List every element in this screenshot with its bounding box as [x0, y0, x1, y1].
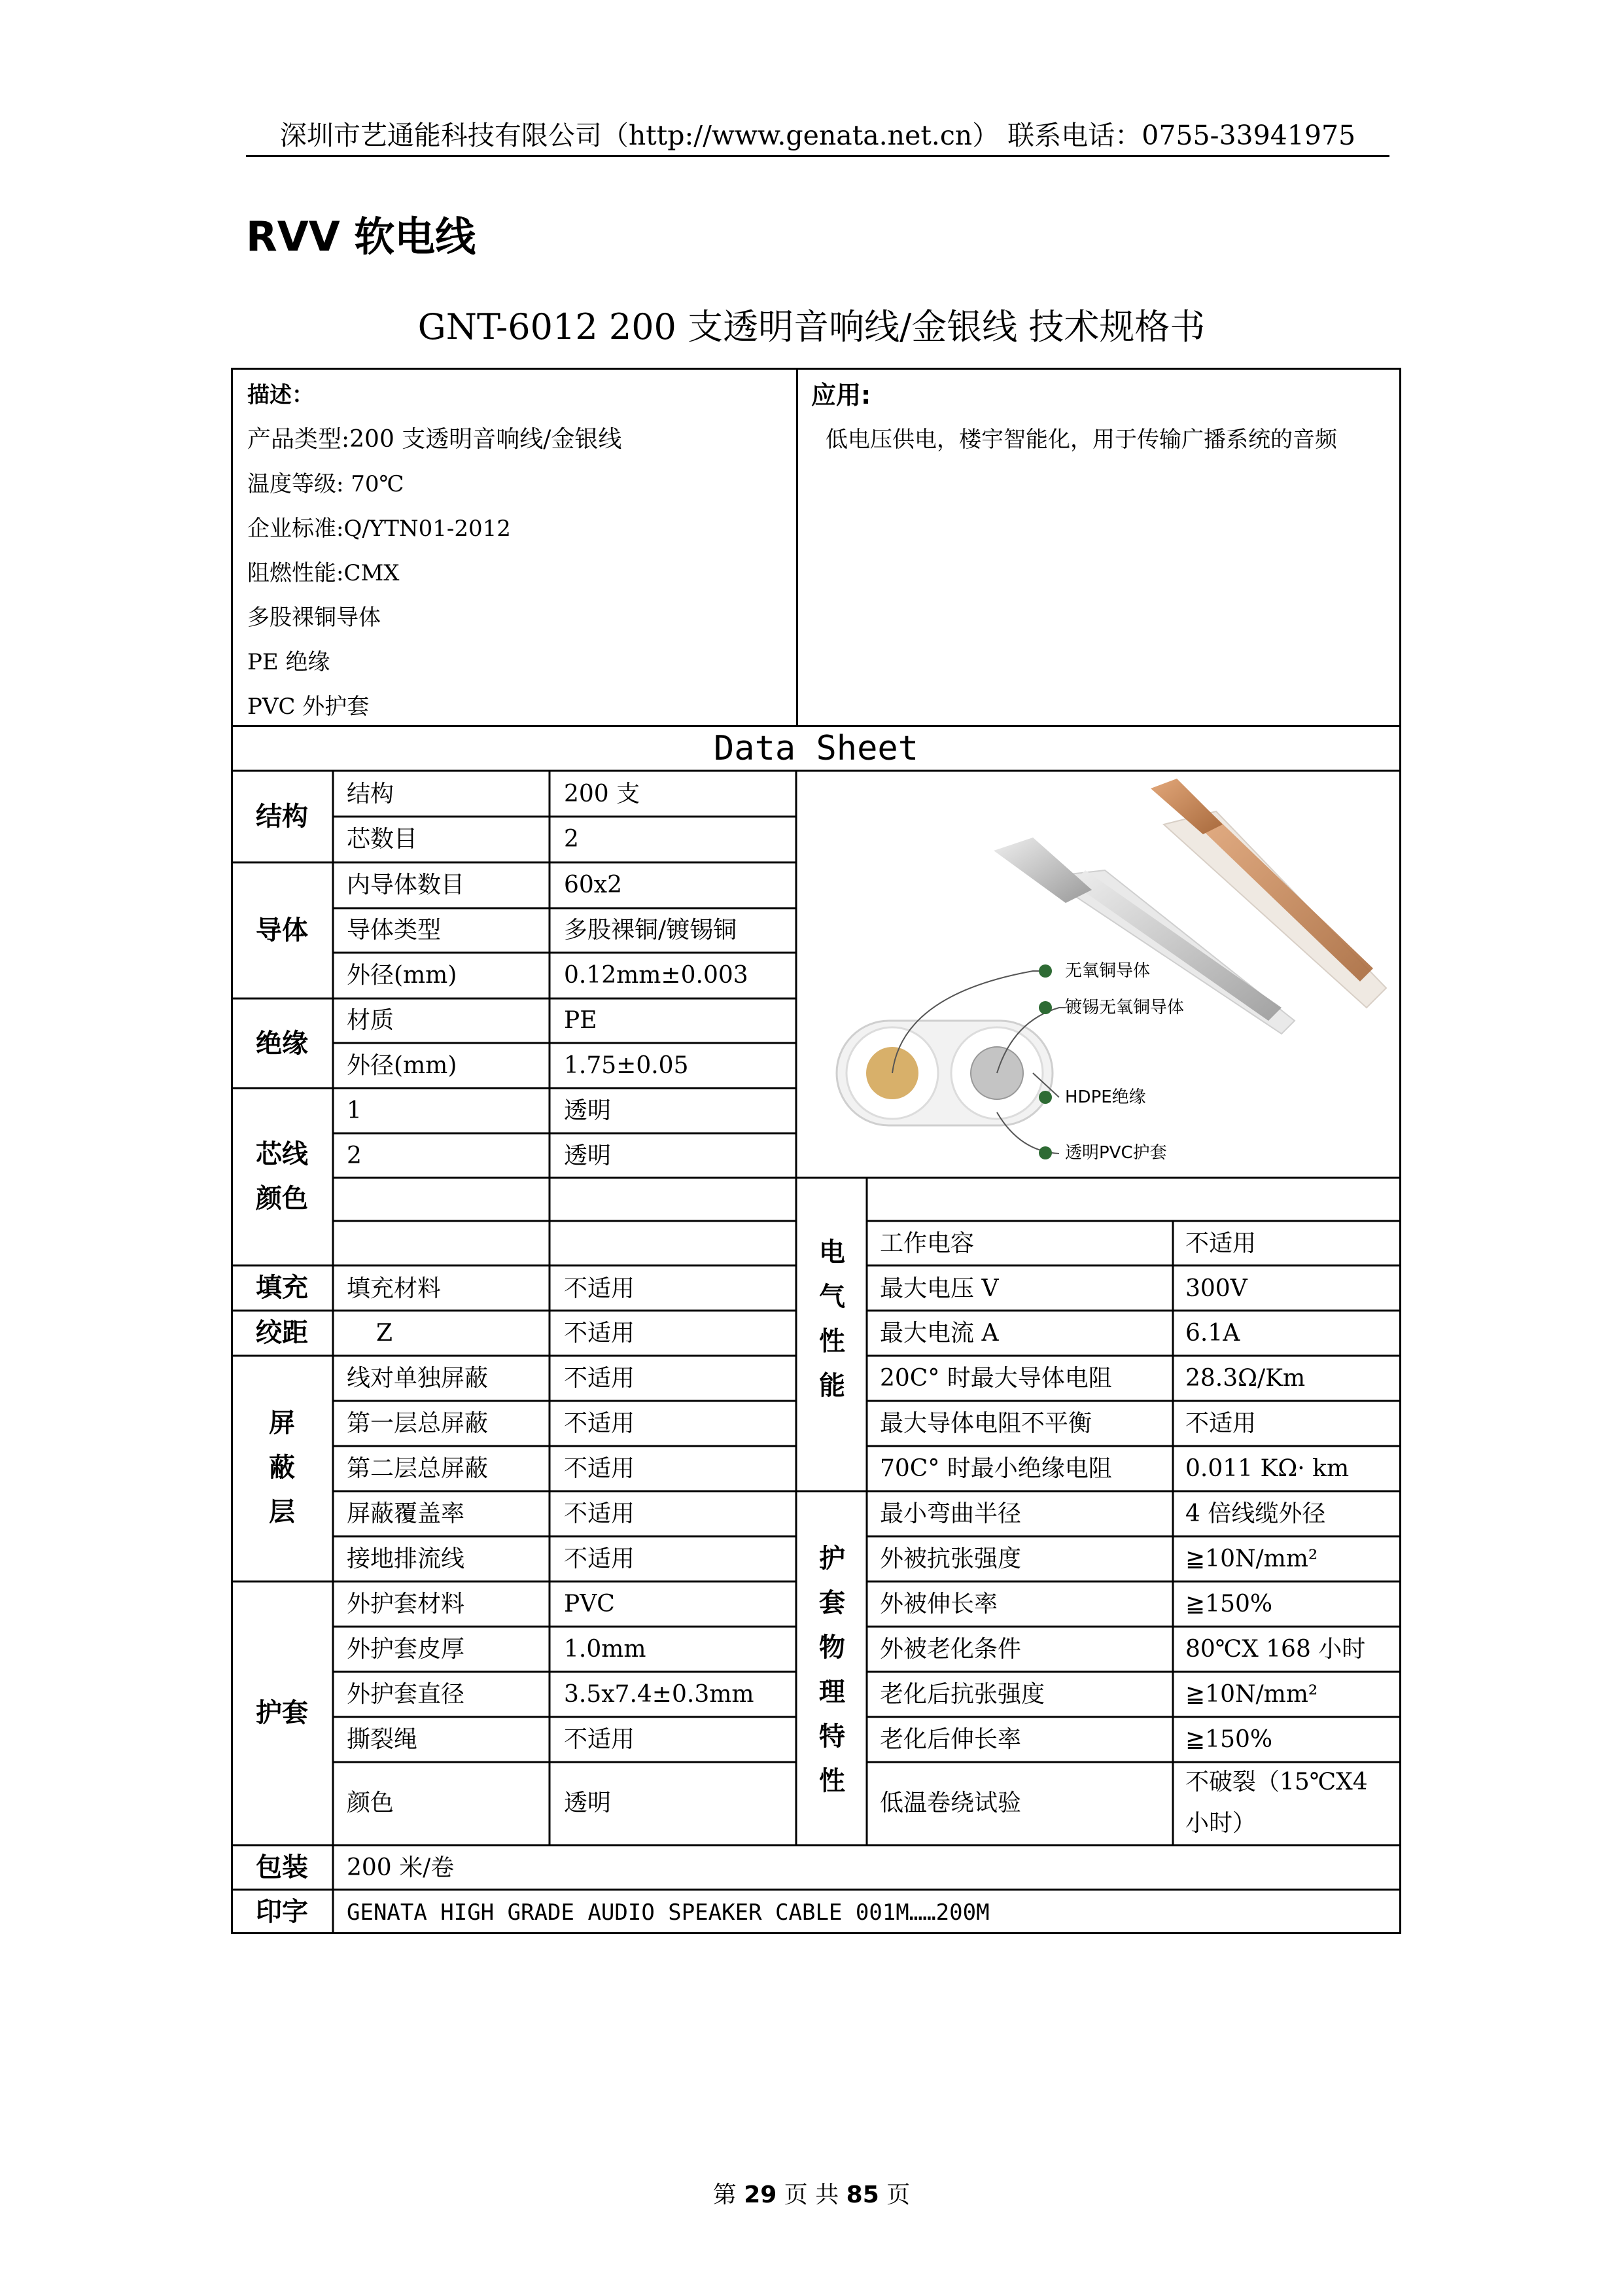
group-physical-line-4: 理: [819, 1677, 845, 1707]
group-electrical: [797, 1230, 867, 1408]
group-shield-line-1: 屏: [269, 1408, 295, 1438]
row-value: 透明: [564, 1097, 612, 1124]
row-label: 第二层总屏蔽: [347, 1455, 489, 1482]
phys-label: 老化后抗张强度: [880, 1681, 1045, 1708]
group-conductor: 导体: [256, 915, 308, 945]
elec-value: 0.011 KΩ· km: [1185, 1455, 1350, 1482]
elec-value: 28.3Ω/Km: [1185, 1365, 1306, 1392]
legend-copper-conductor: 无氧铜导体: [1065, 961, 1151, 981]
group-print: 印字: [256, 1897, 308, 1927]
row-label: 第一层总屏蔽: [347, 1410, 489, 1437]
group-electrical-line-4: 能: [819, 1371, 845, 1401]
row-value: 不适用: [564, 1726, 635, 1753]
print-value: GENATA HIGH GRADE AUDIO SPEAKER CABLE 001M……200M: [347, 1899, 990, 1926]
elec-label: 最大电压 V: [880, 1275, 999, 1302]
footer-total-pages: 85: [846, 2181, 879, 2208]
elec-label: 最大电流 A: [880, 1320, 999, 1347]
row-value: 不适用: [564, 1500, 635, 1527]
legend-dot-1: [1039, 964, 1052, 978]
elec-label: 最大导体电阻不平衡: [880, 1410, 1092, 1437]
legend-tinned-conductor: 镀锡无氧铜导体: [1065, 998, 1185, 1017]
row-label: 线对单独屏蔽: [347, 1365, 489, 1392]
row-value: 不适用: [564, 1545, 635, 1572]
legend-hdpe-insulation: HDPE绝缘: [1065, 1087, 1146, 1107]
row-label: 外护套材料: [347, 1591, 465, 1617]
row-label: 撕裂绳: [347, 1726, 418, 1753]
group-physical-line-2: 套: [819, 1588, 845, 1618]
row-value: 3.5x7.4±0.3mm: [564, 1681, 754, 1708]
elec-value: 6.1A: [1185, 1320, 1240, 1347]
legend-pvc-jacket: 透明PVC护套: [1065, 1143, 1167, 1163]
phys-label: 外被抗张强度: [880, 1545, 1022, 1572]
package-value: 200 米/卷: [347, 1854, 455, 1881]
row-label: 材质: [347, 1007, 394, 1034]
description-line-6: PE 绝缘: [247, 649, 330, 675]
cross-section: [837, 1021, 1053, 1125]
group-physical-line-3: 物: [819, 1633, 845, 1663]
application-text: 低电压供电，楼宇智能化，用于传输广播系统的音频: [826, 427, 1337, 453]
phys-value: ≧150%: [1185, 1726, 1273, 1753]
group-filler: 填充: [256, 1273, 308, 1303]
row-label: 颜色: [347, 1790, 394, 1816]
row-label: 外径(mm): [347, 1052, 457, 1079]
phys-value: ≧10N/mm²: [1185, 1545, 1318, 1572]
elec-value: 不适用: [1185, 1410, 1257, 1437]
legend-dot-3: [1039, 1091, 1052, 1104]
row-value: PE: [564, 1007, 597, 1034]
page-footer: [0, 2179, 1623, 2212]
elec-value: 不适用: [1185, 1230, 1257, 1257]
row-value: 不适用: [564, 1275, 635, 1302]
row-label: 接地排流线: [347, 1545, 465, 1572]
phys-value: 80℃X 168 小时: [1185, 1636, 1366, 1663]
phys-label: 外被伸长率: [880, 1591, 998, 1617]
row-value: 60x2: [564, 872, 623, 898]
row-value: 透明: [564, 1142, 612, 1169]
row-label: 外径(mm): [347, 962, 457, 989]
description-line-5: 多股裸铜导体: [247, 605, 381, 631]
phys-label: 低温卷绕试验: [880, 1790, 1022, 1816]
row-value: 0.12mm±0.003: [564, 962, 748, 989]
description-line-4: 阻燃性能:CMX: [247, 560, 400, 586]
row-value: 透明: [564, 1790, 612, 1816]
group-shield-line-3: 层: [269, 1497, 295, 1527]
row-label: 导体类型: [347, 917, 442, 944]
row-label: 外护套直径: [347, 1681, 465, 1708]
group-shield: [231, 1401, 333, 1534]
elec-label: 工作电容: [880, 1230, 975, 1257]
application-heading: 应用:: [811, 381, 871, 410]
footer-middle: 页 共: [784, 2181, 839, 2208]
row-label: 外护套皮厚: [347, 1636, 465, 1663]
row-label: 内导体数目: [347, 872, 465, 898]
elec-label: 70C° 时最小绝缘电阻: [880, 1455, 1112, 1482]
phys-label: 外被老化条件: [880, 1636, 1022, 1663]
group-electrical-line-2: 气: [819, 1282, 845, 1312]
row-label: 2: [347, 1142, 362, 1169]
group-physical-line-1: 护: [819, 1544, 845, 1574]
group-core-color-line-1: 芯线: [256, 1139, 308, 1169]
description-line-3: 企业标准:Q/YTN01-2012: [247, 516, 511, 542]
footer-prefix: 第: [712, 2181, 737, 2208]
group-physical-line-5: 特: [819, 1722, 845, 1752]
group-physical: [797, 1536, 867, 1803]
row-label: Z: [376, 1320, 393, 1347]
row-value: 2: [564, 826, 579, 853]
legend-dot-2: [1039, 1001, 1052, 1014]
row-label: 填充材料: [347, 1275, 442, 1302]
header-text: 深圳市艺通能科技有限公司（http://www.genata.net.cn） 联系电话：0755-33941975: [279, 120, 1356, 151]
row-label: 屏蔽覆盖率: [347, 1500, 465, 1527]
group-core-color-line-2: 颜色: [256, 1184, 308, 1214]
phys-value-line-2: 小时）: [1185, 1810, 1257, 1837]
row-label: 芯数目: [347, 826, 418, 853]
group-package: 包装: [256, 1852, 308, 1882]
phys-value: ≧10N/mm²: [1185, 1681, 1318, 1708]
group-insulation: 绝缘: [256, 1029, 308, 1059]
phys-label: 老化后伸长率: [880, 1726, 1022, 1753]
description-heading: 描述：: [247, 382, 314, 408]
row-value: 200 支: [564, 781, 640, 807]
legend-dot-4: [1039, 1146, 1052, 1159]
row-value: 1.75±0.05: [564, 1052, 689, 1079]
section-title: RVV 软电线: [246, 213, 476, 260]
elec-value: 300V: [1185, 1275, 1248, 1302]
row-label: 1: [347, 1097, 362, 1124]
phys-value: 不破裂（15℃X4: [1185, 1769, 1368, 1795]
group-jacket: 护套: [256, 1698, 308, 1728]
row-value: 不适用: [564, 1410, 635, 1437]
row-value: 不适用: [564, 1455, 635, 1482]
elec-label: 20C° 时最大导体电阻: [880, 1365, 1112, 1392]
description-line-7: PVC 外护套: [247, 694, 370, 720]
datasheet-title: Data Sheet: [713, 729, 919, 768]
cable-photo: [994, 779, 1386, 1034]
group-shield-line-2: 蔽: [269, 1453, 295, 1483]
row-value: 不适用: [564, 1320, 635, 1347]
group-electrical-line-1: 电: [819, 1237, 845, 1267]
document-title: GNT-6012 200 支透明音响线/金银线 技术规格书: [417, 306, 1206, 347]
group-electrical-line-3: 性: [819, 1326, 845, 1356]
row-label: 结构: [347, 781, 394, 807]
footer-page-number: 29: [744, 2181, 777, 2208]
row-value: PVC: [564, 1591, 615, 1617]
footer-suffix: 页: [886, 2181, 911, 2208]
group-structure: 结构: [256, 802, 308, 832]
phys-value: 4 倍线缆外径: [1185, 1500, 1326, 1527]
row-value: 1.0mm: [564, 1636, 646, 1663]
group-physical-line-6: 性: [819, 1766, 845, 1796]
row-value: 不适用: [564, 1365, 635, 1392]
description-line-2: 温度等级: 70℃: [247, 471, 404, 497]
phys-label: 最小弯曲半径: [880, 1500, 1022, 1527]
description-line-1: 产品类型:200 支透明音响线/金银线: [247, 426, 622, 453]
row-value: 多股裸铜/镀锡铜: [564, 917, 737, 944]
group-lay: 绞距: [256, 1318, 308, 1348]
phys-value: ≧150%: [1185, 1591, 1273, 1617]
group-core-color: [231, 1132, 333, 1221]
